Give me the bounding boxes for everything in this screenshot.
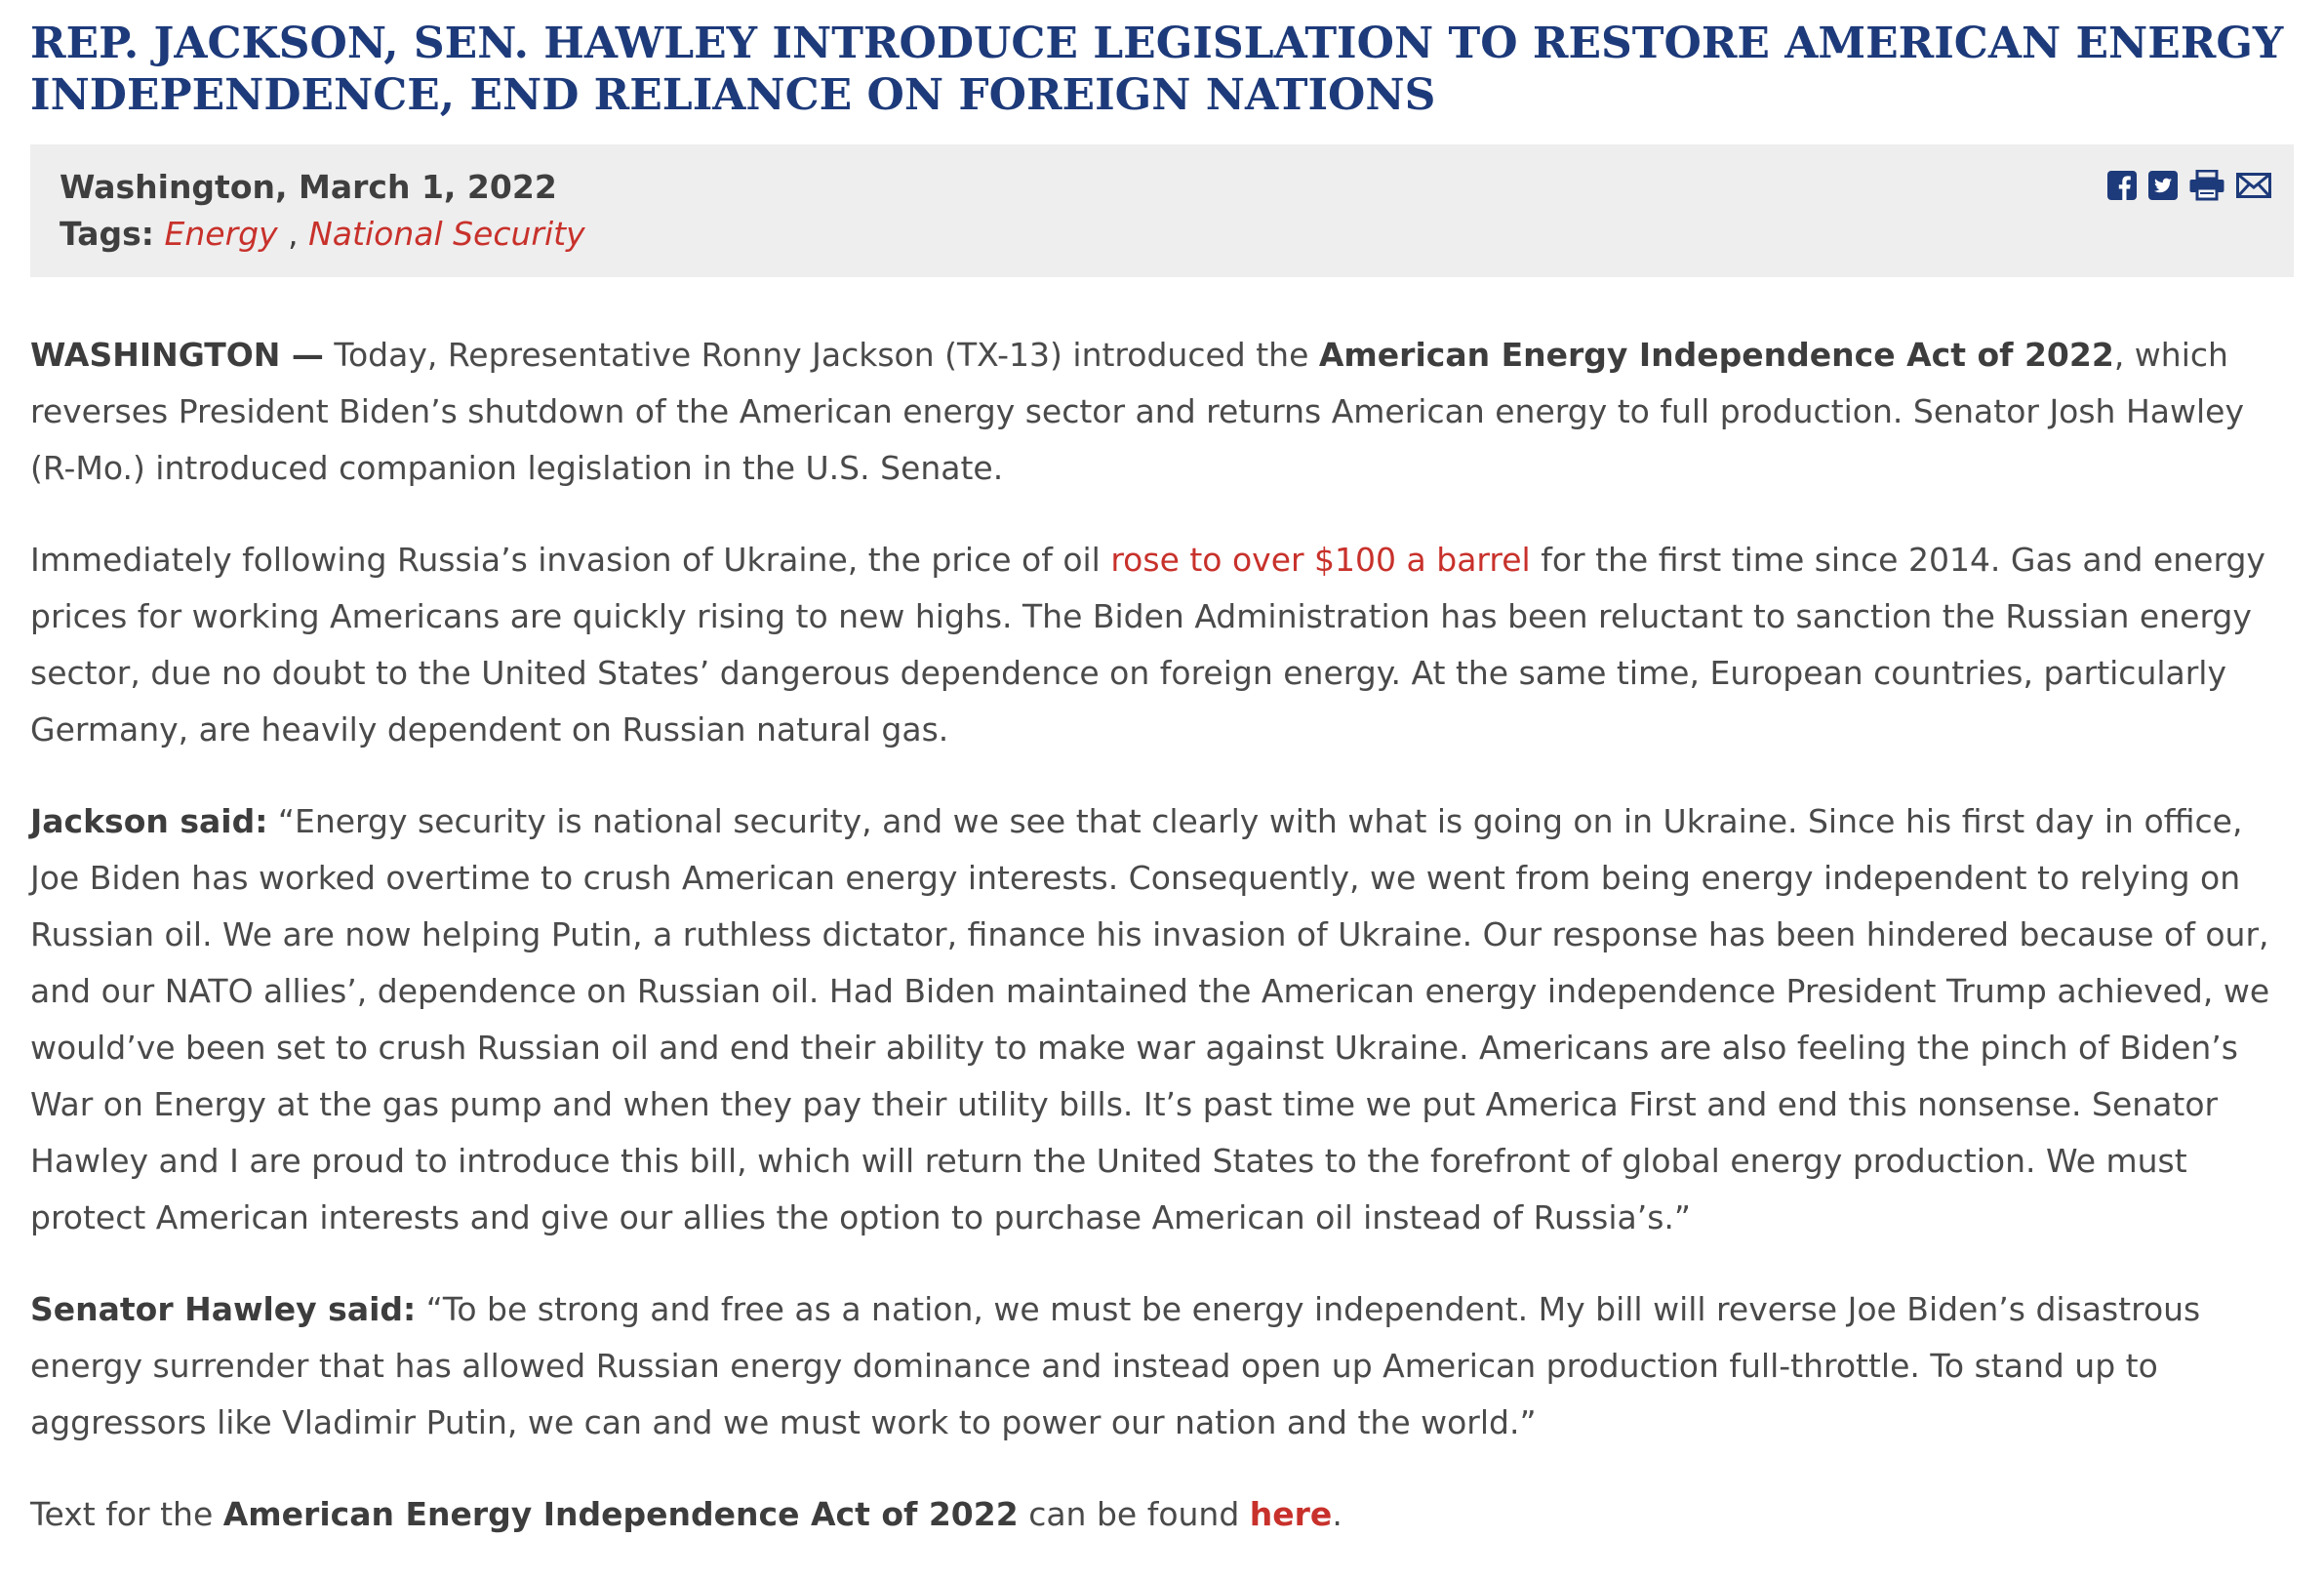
paragraph-text: can be found (1018, 1495, 1250, 1533)
tags-label: Tags: (60, 215, 154, 253)
article-meta-bar (30, 144, 2294, 277)
paragraph-text: , which reverses President Biden’s shutdown of the American energy sector and returns American energy to full production. Senator Josh Hawley (R-Mo.) introduced companion legislation in the U.S. Senate. (30, 336, 2244, 487)
act-name: American Energy Independence Act of 2022 (1318, 336, 2114, 374)
facebook-share-button[interactable] (2105, 169, 2138, 201)
print-button[interactable] (2187, 169, 2226, 201)
share-toolbar (2105, 169, 2272, 201)
paragraph-hawley-quote (30, 1281, 2294, 1451)
paragraph-text: Text for the (30, 1495, 223, 1533)
paragraph-text: for the first time since 2014. Gas and energy prices for working Americans are quickly rising to new highs. The Biden Administration has been reluctant to sanction the Russian energy sector, due no doubt to the United States’ dangerous dependence on foreign energy. At the same time, European countries, particularly Germany, are heavily dependent on Russian natural gas. (30, 541, 2265, 749)
tags-row (60, 211, 2264, 258)
paragraph-text: Immediately following Russia’s invasion of Ukraine, the price of oil (30, 541, 1111, 579)
quote-text: “Energy security is national security, and we see that clearly with what is going on in Ukraine. Since his first day in office, Joe Biden has worked overtime to crush American energy interests. Consequently, we went from being energy independent to relying on Russian oil. We are now helping Putin, a ruthless dictator, finance his invasion of Ukraine. Our response has been hindered because of our, and our NATO allies’, dependence on Russian oil. Had Biden maintained the American energy independence President Trump achieved, we would’ve been set to crush Russian oil and end their ability to make war against Ukraine. Americans are also feeling the pinch of Biden’s War on Energy at the gas pump and when they pay their utility bills. It’s past time we put America First and end this nonsense. Senator Hawley and I are proud to introduce this bill, which will return the United States to the forefront of global energy production. We must protect American interests and give our allies the option to purchase American oil instead of Russia’s.” (30, 802, 2270, 1236)
paragraph-bill-text (30, 1486, 2294, 1543)
tag-link-energy[interactable]: Energy (164, 215, 278, 253)
oil-price-link[interactable]: rose to over $100 a barrel (1110, 541, 1531, 579)
paragraph-intro (30, 327, 2294, 497)
tag-link-national-security[interactable]: National Security (308, 215, 585, 253)
facebook-icon (2107, 171, 2137, 200)
article-page (30, 18, 2294, 1578)
dateline-lead: WASHINGTON — (30, 336, 324, 374)
email-icon (2236, 173, 2271, 198)
paragraph-text: . (1332, 1495, 1342, 1533)
bill-text-link[interactable]: here (1249, 1495, 1333, 1533)
print-icon (2188, 170, 2225, 201)
tag-separator: , (277, 215, 309, 253)
article-body (30, 327, 2294, 1543)
speaker-jackson: Jackson said: (30, 802, 268, 840)
paragraph-context (30, 532, 2294, 758)
quote-text: “To be strong and free as a nation, we must be energy independent. My bill will reverse Joe Biden’s disastrous energy surrender that has allowed Russian energy dominance and instead open up American production full-throttle. To stand up to aggressors like Vladimir Putin, we can and we must work to power our nation and the world.” (30, 1290, 2201, 1441)
email-share-button[interactable] (2235, 169, 2272, 201)
speaker-hawley: Senator Hawley said: (30, 1290, 417, 1328)
twitter-icon (2148, 171, 2178, 200)
act-name: American Energy Independence Act of 2022 (222, 1495, 1019, 1533)
article-title: REP. JACKSON, SEN. HAWLEY INTRODUCE LEGISLATION TO RESTORE AMERICAN ENERGY INDEPENDENCE, END RELIANCE ON FOREIGN NATIONS (30, 19, 2284, 120)
paragraph-text: Today, Representative Ronny Jackson (TX-13) introduced the (323, 336, 1319, 374)
paragraph-jackson-quote (30, 793, 2294, 1246)
twitter-share-button[interactable] (2146, 169, 2179, 201)
dateline: Washington, March 1, 2022 (60, 168, 557, 206)
